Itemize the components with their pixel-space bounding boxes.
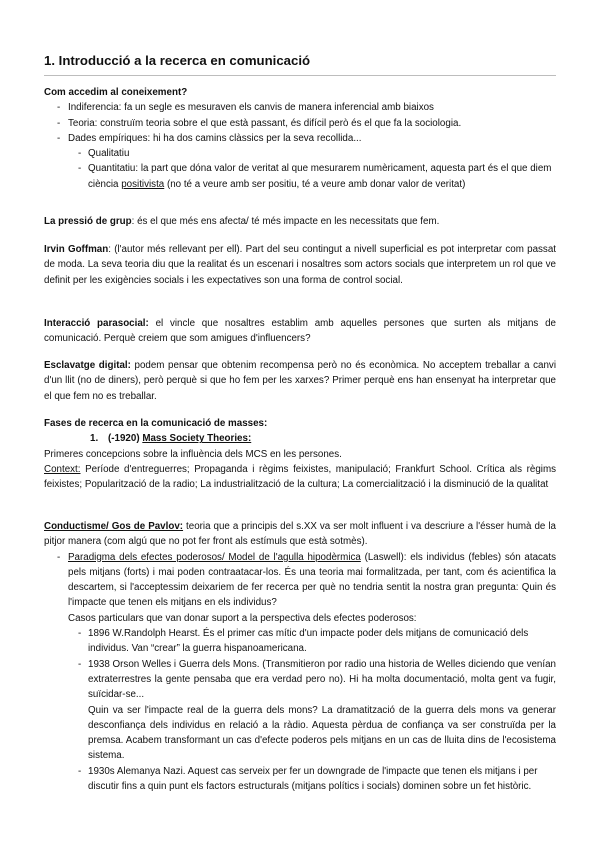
sub-list-text: Quantitatiu: la part que dóna valor de veritat al que mesurarem numèricament, aquesta part és el que diem ciència	[88, 163, 552, 190]
bullet-list	[44, 550, 556, 795]
paragraph-text: Període d'entreguerres; Propaganda i règims feixistes, manipulació; Frankfurt School. Crítica als règims feixistes; Popularització de la radio; La industrialització de la cultura; La comercialització i la disminució de la qualitat	[44, 463, 556, 491]
paragraph: Quin va ser l'impacte real de la guerra dels mons? La dramatització de la guerra dels mons va generar desconfiança dels individus en relació a la ràdio. Aquesta pèrdua de confiança va ser construïda per la premsa. Acabem transformant un cas d'efecte poderos pels mitjans en un cas de lluita dins de l'ecosistema sistema.	[88, 704, 556, 762]
section-parasocial	[44, 316, 556, 347]
sub-list-item: - 1930s Alemanya Nazi. Aquest cas serveix per fer un downgrade de l'impacte que tenen els mitjans i per discutir fins a quin punt els factors estructurals (mitjans polítics i socials) dominen sobre un fet històric.	[88, 764, 556, 795]
paragraph-text: (Laswell): els individus (febles) són atacats pels mitjans (forts) i mai poden contraatacar-los. És una teoria mai formalitzada, per tant, com és acientifica la descartem, si l'acceptessim deixariem de fer recerca per què no tendria sentit la nostra gran pregunta: Quin és l'impacte que tenen els mitjans en els individus?	[68, 551, 556, 609]
heading-number: 1.	[90, 433, 99, 445]
paradigm-term: Paradigma dels efectes poderosos/ Model de l'agulla hipodèrmica	[68, 551, 361, 563]
paragraph	[68, 550, 556, 611]
paragraph: - 1938 Orson Welles i Guerra dels Mons. (Transmitieron por radio una historia de Welles diciendo que venían extraterrestres la gente pensaba que era verdad pero no). Hi ha molta documentació, molta gent va fugir, suïcidar-se...	[88, 658, 556, 701]
sub-list-item	[88, 657, 556, 764]
context-label: Context:	[44, 463, 81, 475]
paragraph-text: teoria que a principis del s.XX va ser molt influent i va descriure a l'ésser humà de la pitjor manera (com algú que no pot fer front als estímuls que està sotmès).	[44, 521, 556, 548]
paragraph-text: : és el que més ens afecta/ té més impacte en les necessitats que fem.	[131, 216, 440, 227]
section-behaviourism	[44, 519, 556, 794]
list-item	[68, 131, 556, 192]
page-title: 1. Introducció a la recerca en comunicació	[44, 53, 311, 68]
paragraph	[44, 242, 556, 288]
term: La pressió de grup	[44, 216, 132, 227]
section-heading: Com accedim al coneixement?	[44, 87, 188, 98]
sub-list-item	[88, 161, 556, 192]
list-item-text: Dades empíriques: hi ha dos camins clàssics per la seva recollida...	[68, 132, 362, 144]
paragraph-text: el vincle que nosaltres establim amb aquelles persones que surten als mitjans de comunicació. Perquè creiem que som amigues d'influencers?	[44, 318, 557, 345]
term: Irvin Goffman	[44, 244, 109, 255]
paragraph: Primeres concepcions sobre la influència dels MCS en les persones.	[44, 448, 342, 460]
paragraph: Casos particulars que van donar suport a la perspectiva dels efectes poderosos:	[68, 612, 417, 624]
list-item: - Indiferencia: fa un segle es mesuraven els canvis de manera inferencial amb biaixos	[68, 100, 556, 115]
positivista-term: positivista	[121, 178, 165, 190]
term: Conductisme/ Gos de Pavlov:	[44, 521, 184, 532]
sub-bullet-list	[68, 626, 556, 794]
section-research-phases	[44, 416, 556, 492]
section-knowledge	[44, 85, 556, 192]
term: Interacció parasocial:	[44, 318, 149, 329]
sub-list-item: - Qualitatiu	[88, 146, 556, 161]
section-heading: Fases de recerca en la comunicació de masses:	[44, 418, 268, 429]
list-item: - Teoria: construïm teoria sobre el que està passant, és difícil però és el que fa la sociologia.	[68, 116, 556, 131]
paragraph	[44, 358, 556, 404]
heading-prefix: (-1920)	[108, 433, 143, 445]
sub-list-text-tail: (no té a veure amb ser positiu, té a veure amb donar valor de veritat)	[164, 178, 466, 190]
paragraph	[44, 214, 556, 229]
paragraph-text: podem pensar que obtenim recompensa però no és econòmica. No acceptem treballar a canvi d'un llit (no de diners), però perquè si que ho fem per les xarxes? Primer perquè ens han ensenyat ha interpretar que el que fem no es treballar.	[44, 360, 556, 402]
sub-list-item: - 1896 W.Randolph Hearst. És el primer cas mític d'un impacte poder dels mitjans de comunicació dels individus. Van “crear” la guerra hispanoamericana.	[88, 626, 556, 657]
term: Esclavatge digital:	[44, 360, 131, 371]
heading-title: Mass Society Theories:	[142, 433, 252, 445]
paragraph	[44, 316, 556, 347]
paragraph	[44, 462, 556, 493]
sub-bullet-list	[68, 146, 556, 192]
section-group-pressure	[44, 214, 556, 229]
bullet-list	[44, 100, 556, 192]
list-item	[68, 550, 556, 795]
title-divider	[44, 75, 556, 76]
section-goffman	[44, 242, 556, 288]
paragraph	[44, 519, 556, 550]
paragraph-text: : (l'autor més rellevant per ell). Part del seu contingut a nivell superficial es pot interpretar com passat de moda. La seva teoria diu que la realitat és un escenari i nosaltres som actors socials que interpretem un rol que ve definit per les exigències socials i les expectatives son una forma de control social.	[44, 244, 556, 286]
numbered-heading	[44, 431, 556, 446]
section-digital-slavery	[44, 358, 556, 404]
